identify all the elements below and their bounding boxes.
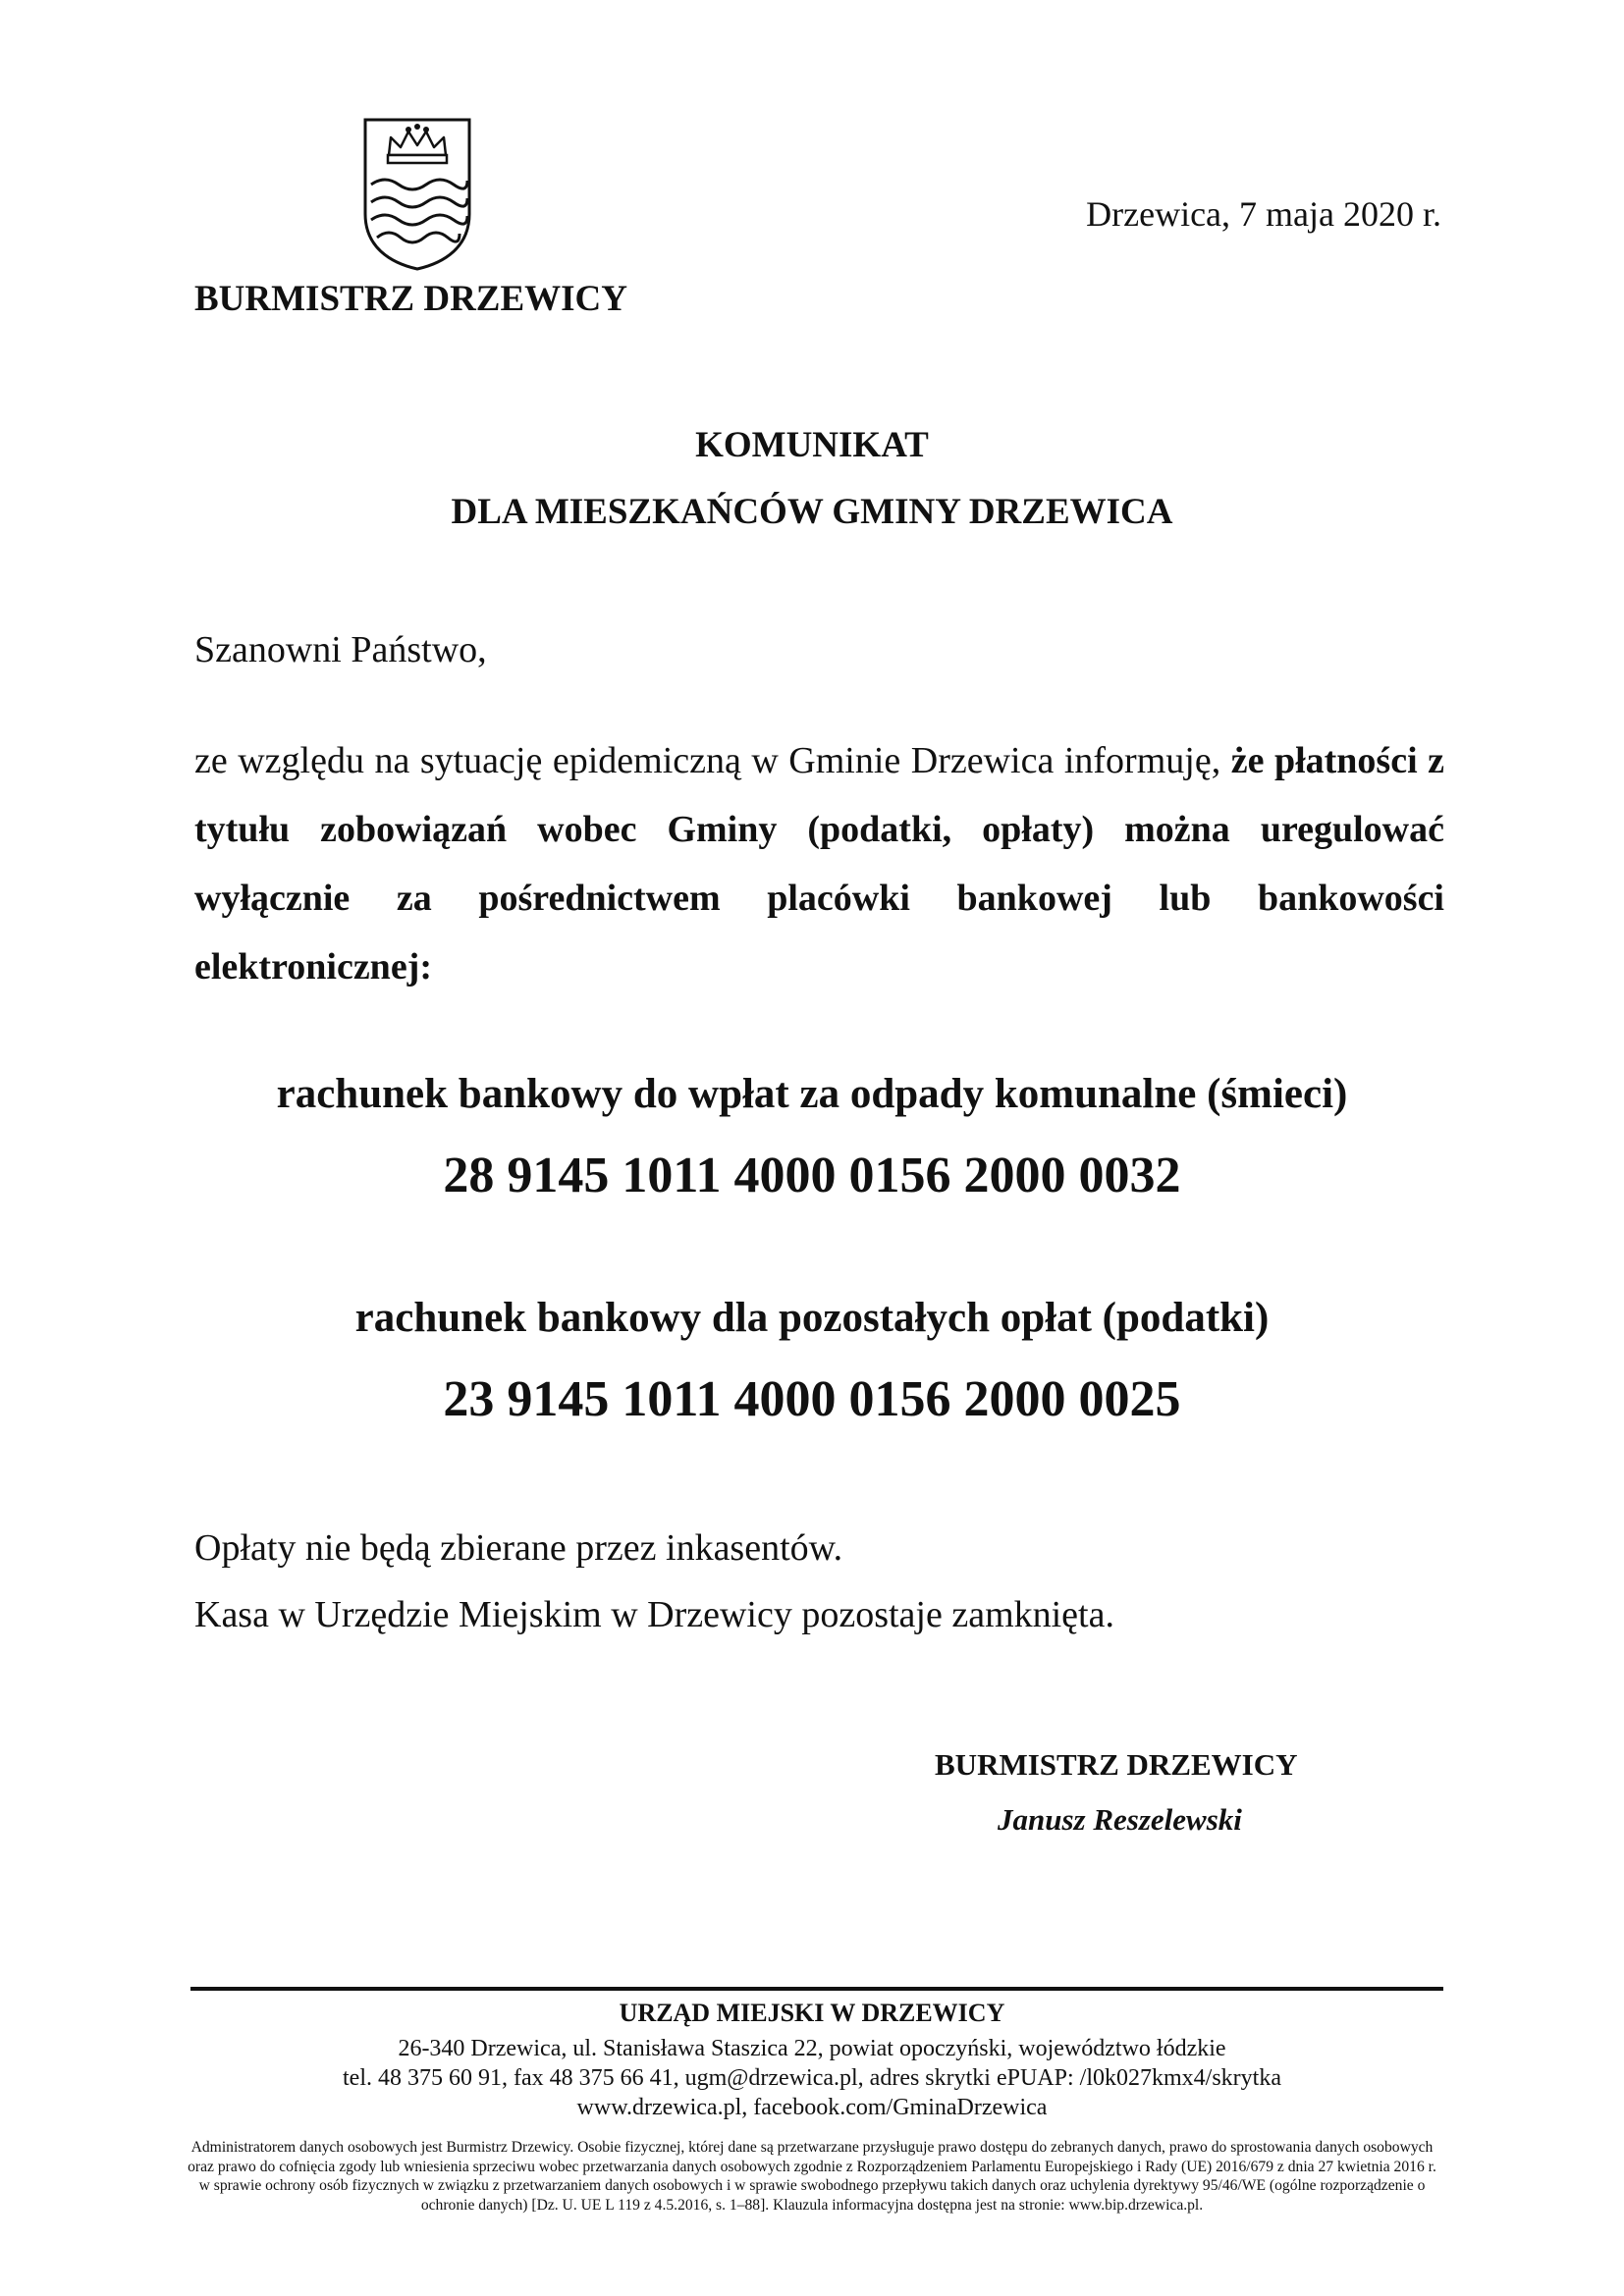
signature-title: BURMISTRZ DRZEWICY xyxy=(935,1747,1298,1782)
account-label-taxes: rachunek bankowy dla pozostałych opłat (podatki) xyxy=(354,1295,1270,1341)
coat-of-arms-icon xyxy=(361,116,473,271)
note-cashier: Kasa w Urzędzie Miejskim w Drzewicy pozostaje zamknięta. xyxy=(194,1594,1114,1635)
document-date: Drzewica, 7 maja 2020 r. xyxy=(1086,194,1441,234)
main-paragraph xyxy=(194,726,1444,1001)
footer-divider xyxy=(190,1987,1443,1991)
footer-office: URZĄD MIEJSKI W DRZEWICY xyxy=(619,1999,1005,2027)
note-collectors: Opłaty nie będą zbierane przez inkasentów. xyxy=(194,1527,843,1569)
footer-address: 26-340 Drzewica, ul. Stanisława Staszica 22, powiat opoczyński, województwo łódzkie xyxy=(398,2036,1226,2061)
footer-contact: tel. 48 375 60 91, fax 48 375 66 41, ugm@drzewica.pl, adres skrytki ePUAP: /l0k027kmx4/skrytka xyxy=(343,2065,1281,2091)
document-subtitle: DLA MIESZKAŃCÓW GMINY DRZEWICA xyxy=(451,492,1173,532)
issuer-heading: BURMISTRZ DRZEWICY xyxy=(194,279,627,319)
paragraph-emphasis: że płatności z tytułu zobowiązań wobec Gminy (podatki, opłaty) można uregulować wyłącznie za pośrednictwem placówki bankowej lub bankowości elektronicznej: xyxy=(194,740,1444,988)
footer-web: www.drzewica.pl, facebook.com/GminaDrzewica xyxy=(576,2095,1048,2120)
paragraph-intro: ze względu na sytuację epidemiczną w Gminie Drzewica informuję, xyxy=(194,740,1231,781)
account-label-waste: rachunek bankowy do wpłat za odpady komunalne (śmieci) xyxy=(276,1071,1348,1117)
document-title: KOMUNIKAT xyxy=(695,425,929,465)
account-number-waste: 28 9145 1011 4000 0156 2000 0032 xyxy=(443,1148,1181,1203)
greeting: Szanowni Państwo, xyxy=(194,629,487,670)
privacy-clause: Administratorem danych osobowych jest Burmistrz Drzewicy. Osobie fizycznej, której dane są przetwarzane przysługuje prawo dostępu do zebranych danych, prawo do sprostowania danych osobowych oraz prawo do cofnięcia zgody lub wniesienia sprzeciwu wobec przetwarzania danych osobowych zgodnie z Rozporządzeniem Parlamentu Europejskiego i Rady (UE) 2016/679 z dnia 27 kwietnia 2016 r. w sprawie ochrony osób fizycznych w związku z przetwarzaniem danych osobowych i w sprawie swobodnego przepływu takich danych oraz uchylenia dyrektywy 95/46/WE (ogólne rozporządzenie o ochronie danych) [Dz. U. UE L 119 z 4.5.2016, s. 1–88]. Klauzula informacyjna dostępna jest na stronie: www.bip.drzewica.pl. xyxy=(188,2139,1436,2214)
account-number-taxes: 23 9145 1011 4000 0156 2000 0025 xyxy=(443,1371,1181,1427)
signature-name: Janusz Reszelewski xyxy=(998,1802,1242,1837)
